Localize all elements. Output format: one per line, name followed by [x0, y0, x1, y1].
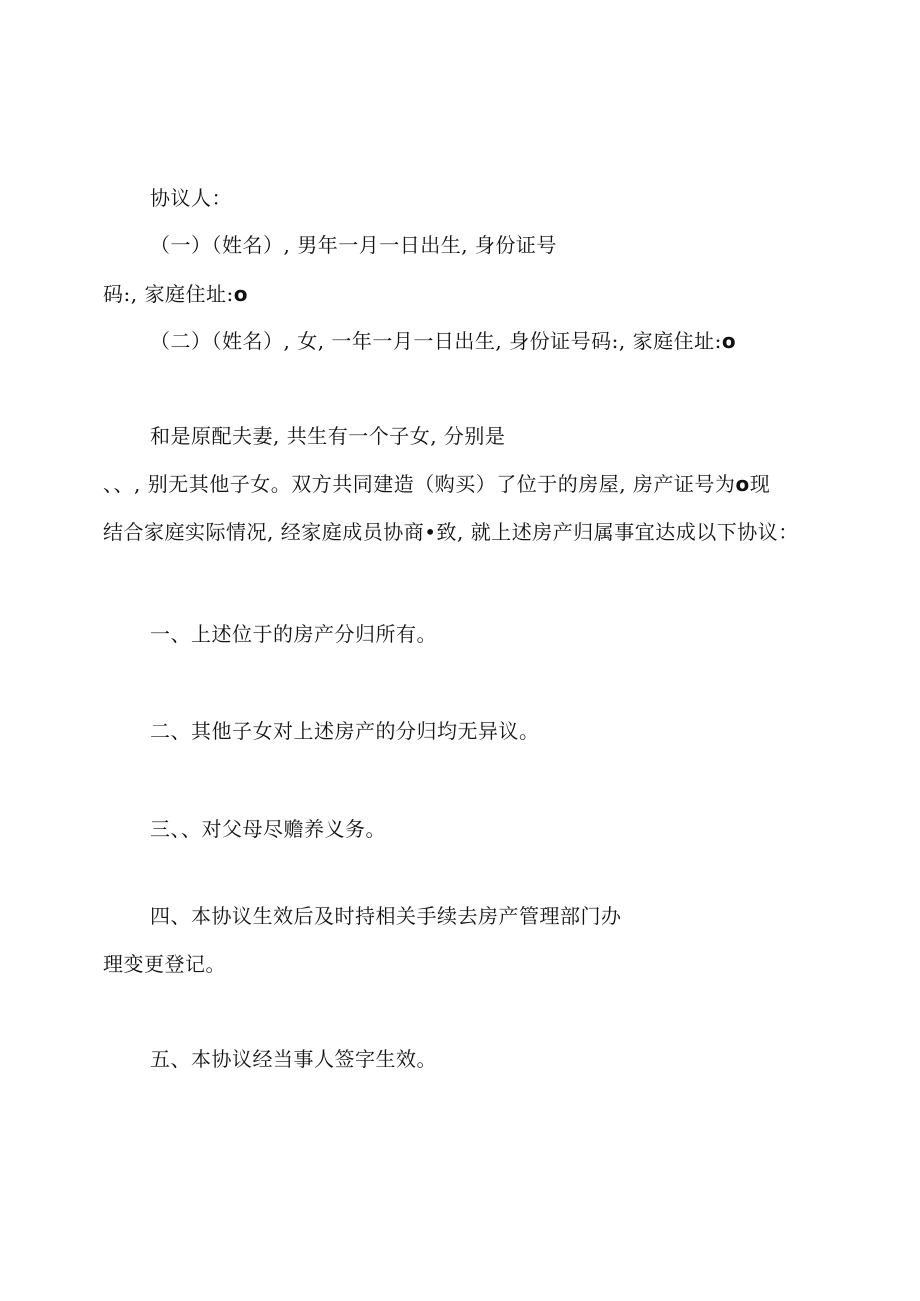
intro-line2: [103, 470, 770, 498]
intro-line3: 结合家庭实际情况, 经家庭成员协商•致, 就上述房产归属事宜达成以下协议：: [103, 520, 799, 544]
clause-1: 一、上述位于的房产分归所有。: [150, 622, 437, 646]
party2-line: [150, 327, 736, 355]
party2-line-mark: o: [721, 329, 737, 353]
clause-2: 二、其他子女对上述房产的分归均无异议。: [150, 719, 540, 743]
party1-line2-mark: o: [233, 282, 248, 306]
clause-4-line2: 理变更登记。: [103, 952, 226, 976]
party1-line1: （一）（姓名）, 男年一月一日出生, 身份证号: [150, 233, 557, 257]
clause-3: 三、、对父母尽赡养义务。: [150, 817, 386, 841]
party2-line-text: （二）（姓名）, 女, 一年一月一日出生, 身份证号码:, 家庭住址:: [150, 329, 722, 353]
intro-line2-end: 现: [749, 472, 771, 496]
party1-line2-text: 码:, 家庭住址:: [103, 282, 234, 306]
clause-4-line1: 四、本协议生效后及时持相关手续去房产管理部门办: [150, 904, 622, 928]
intro-line2-text: 、、, 别无其他子女。双方共同建造（购买）了位于的房屋, 房产证号为: [103, 472, 736, 496]
intro-line1: 和是原配夫妻, 共生有一个子女, 分别是: [150, 424, 506, 448]
parties-heading: 协议人：: [150, 186, 232, 210]
clause-5: 五、本协议经当事人签字生效。: [150, 1047, 437, 1071]
party1-line2: [103, 280, 248, 308]
intro-line2-mark: o: [735, 472, 750, 496]
